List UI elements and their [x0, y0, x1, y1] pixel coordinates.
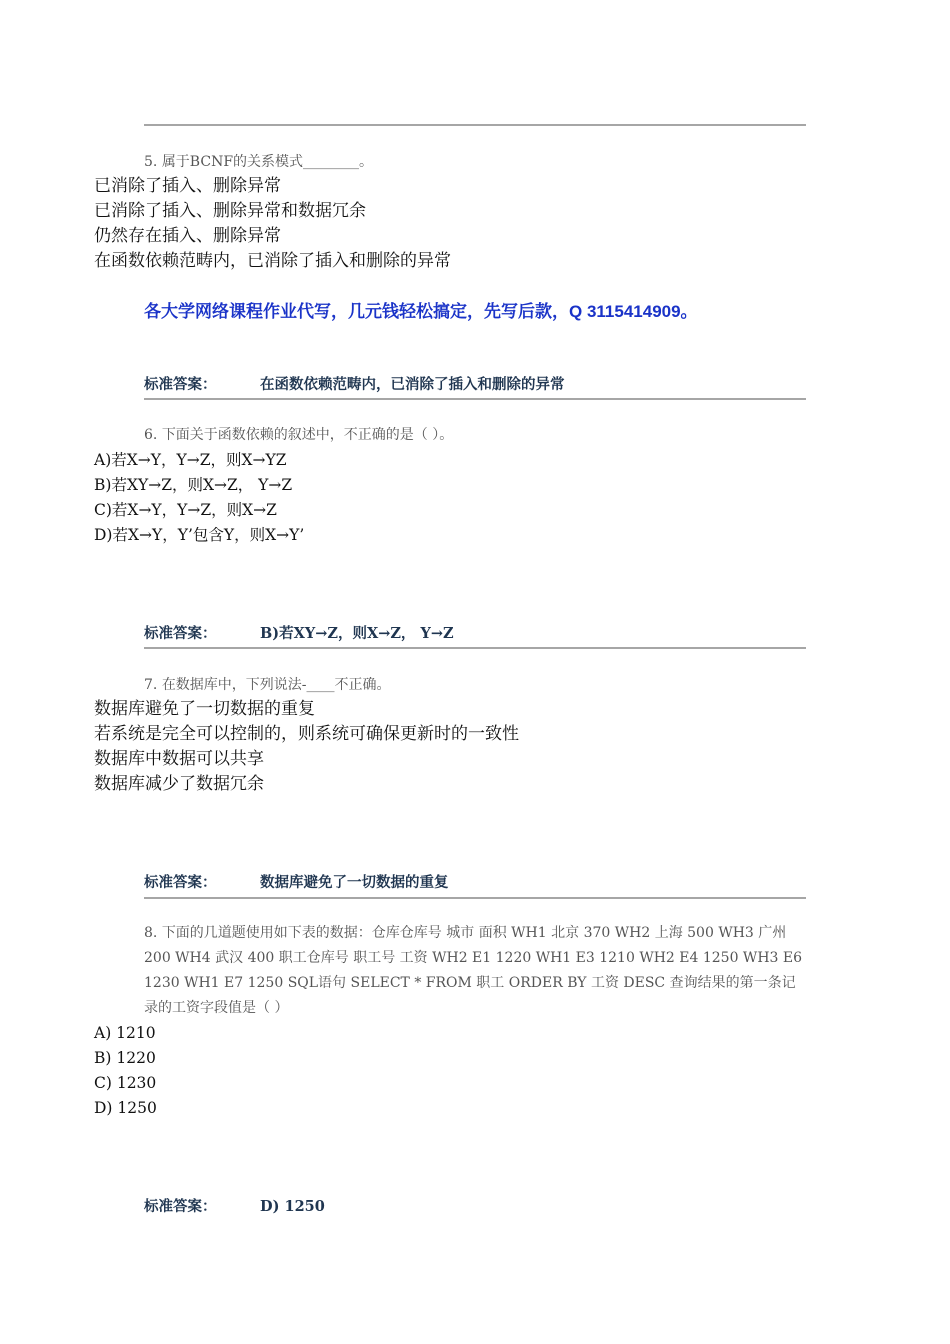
question-6-options [94, 448, 814, 548]
answer-6-divider [144, 647, 806, 649]
option-item: C) 1230 [94, 1074, 157, 1092]
question-5 [144, 150, 806, 175]
answer-5 [144, 374, 806, 396]
option-item: D)若X→Y，Y’包含Y，则X→Y’ [94, 526, 305, 544]
option-item: 若系统是完全可以控制的，则系统可确保更新时的一致性 [94, 724, 519, 744]
option-item: 在函数依赖范畴内，已消除了插入和删除的异常 [94, 251, 451, 271]
question-7 [144, 673, 806, 698]
answer-value: 在函数依赖范畴内，已消除了插入和删除的异常 [260, 376, 565, 393]
question-prompt: 属于BCNF的关系模式________。 [161, 154, 374, 170]
option-item: D) 1250 [94, 1099, 157, 1117]
question-number: 6. [144, 427, 158, 443]
answer-8 [144, 1196, 806, 1218]
answer-7 [144, 872, 806, 894]
question-prompt: 在数据库中，下列说法-____不正确。 [161, 677, 391, 693]
option-item: 数据库中数据可以共享 [94, 749, 264, 769]
option-item: A) 1210 [94, 1024, 156, 1042]
question-number: 5. [144, 154, 158, 170]
question-number: 7. [144, 677, 158, 693]
answer-value: 数据库避免了一切数据的重复 [260, 874, 449, 891]
answer-label: 标准答案： [144, 1198, 217, 1215]
option-item: 数据库减少了数据冗余 [94, 774, 264, 794]
question-prompt: 下面关于函数依赖的叙述中，不正确的是（ ）。 [161, 427, 454, 443]
option-item: 已消除了插入、删除异常和数据冗余 [94, 201, 366, 221]
answer-5-divider [144, 398, 806, 400]
option-item: 仍然存在插入、删除异常 [94, 226, 281, 246]
question-number: 8. [144, 925, 158, 941]
answer-label: 标准答案： [144, 376, 217, 393]
answer-value: D) 1250 [260, 1198, 325, 1215]
question-8 [144, 921, 806, 1021]
question-7-options [94, 697, 814, 797]
question-6 [144, 423, 806, 448]
option-item: B)若XY→Z，则X→Z， Y→Z [94, 476, 293, 494]
answer-label: 标准答案： [144, 874, 217, 891]
answer-value: B)若XY→Z，则X→Z， Y→Z [260, 625, 454, 642]
top-divider [144, 124, 806, 126]
advert-text: 各大学网络课程作业代写，几元钱轻松搞定，先写后款，Q 3115414909。 [144, 302, 698, 321]
option-item: 已消除了插入、删除异常 [94, 176, 281, 196]
question-prompt: 下面的几道题使用如下表的数据：仓库仓库号 城市 面积 WH1 北京 370 WH2 上海 500 WH3 广州 200 WH4 武汉 400 职工仓库号 职工号 工资 WH2 E1 1220 WH1 E3 1210 WH2 E4 1250 WH3 E6 1230 WH1 E7 1250 SQL语句 SELECT * FROM 职工 ORDER BY 工资 DESC 查询结果的第一条记录的工资字段值是（ ） [144, 925, 803, 1016]
option-item: 数据库避免了一切数据的重复 [94, 699, 315, 719]
answer-label: 标准答案： [144, 625, 217, 642]
question-5-options [94, 174, 814, 274]
option-item: C)若X→Y，Y→Z，则X→Z [94, 501, 277, 519]
answer-6 [144, 623, 806, 645]
option-item: B) 1220 [94, 1049, 156, 1067]
option-item: A)若X→Y，Y→Z，则X→YZ [94, 451, 287, 469]
answer-7-divider [144, 897, 806, 899]
question-8-options [94, 1021, 814, 1121]
